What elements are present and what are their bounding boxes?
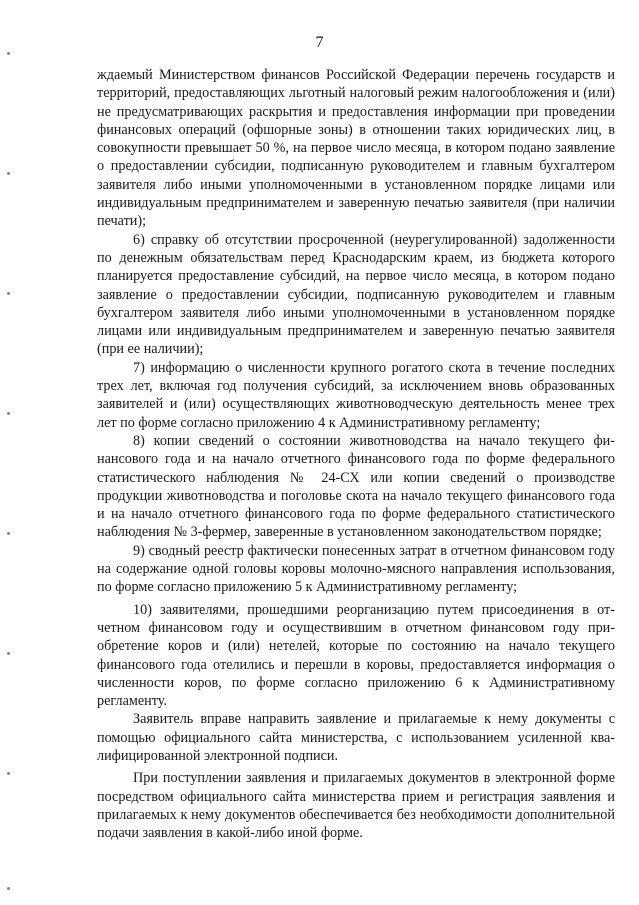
paragraph-continuation: ждаемый Министерством финансов Российской Федерации перечень государств и территорий, предоставляющих льготный налоговый режим налогообложения и (или) не предусматривающих раскрытия и предоставления информации при проведении финансовых операций (офшорные зоны) в отношении таких юридических лиц, в совокупности превышает 50 %, на первое число месяца, в котором подано заявление о предоставлении субсидии, подписанную руководителем и главным бухгалтером заявителя либо иными уполномоченными в установленном порядке лицами или индивидуальным предпринимателем и заверенную печатью заявителя (при наличии печати); — [97, 67, 615, 230]
paragraph-item-8: 8) копии сведений о состоянии животноводства на начало текущего финансового года и на начало отчетного финансового года по форме федерального статистического наблюдения № 24-СХ или копии сведений о производстве продукции животноводства и поголовье скота на начало текущего финансового года и на начало отчетного финансового года по форме федерального статистического наблюдения № 3-фермер, заверенные в установленном законодательством порядке; — [97, 432, 615, 541]
scan-edge-mark — [7, 652, 10, 655]
scan-edge-mark — [7, 172, 10, 175]
scan-edge-mark — [7, 772, 10, 775]
paragraph-item-9: 9) сводный реестр фактически понесенных затрат в отчетном финансовом году на содержание одной головы коровы молочно-мясного направления использования, по форме согласно приложению 5 к Административному регламенту; — [97, 542, 615, 596]
paragraph-electronic-receipt: При поступлении заявления и прилагаемых документов в электронной форме посредством официального сайта министерства прием и регистрация заявления и прилагаемых к нему документов обеспечивается без необходимости дополнительной подачи заявления в какой-либо иной форме. — [97, 770, 615, 842]
scan-edge-mark — [7, 52, 10, 55]
scan-edge-mark — [7, 292, 10, 295]
scan-edge-mark — [7, 532, 10, 535]
paragraph-item-7: 7) информацию о численности крупного рогатого скота в течение последних трех лет, включая год получения субсидий, за исключением вновь образованных заявителей и (или) осуществляющих животноводческую деятельность менее трех лет по форме согласно приложению 4 к Административному регламенту; — [97, 359, 615, 431]
scan-edge-mark — [7, 887, 10, 890]
scan-edge-mark — [7, 412, 10, 415]
paragraph-electronic-submission: Заявитель вправе направить заявление и прилагаемые к нему документы с помощью официального сайта министерства, с использованием усиленной квалифицированной электронной подписи. — [97, 711, 615, 764]
paragraph-item-6: 6) справку об отсутствии просроченной (неурегулированной) задолженности по денежным обязательствам перед Краснодарским краем, из бюджета которого планируется предоставление субсидий, на первое число месяца, в котором подано заявление о предоставлении субсидии, подписанную руководителем и главным бухгалтером заявителя либо иными уполномоченными в установленном порядке лицами или индивидуальным предпринимателем и заверенную печатью заявителя (при ее наличии); — [97, 231, 615, 358]
document-body — [97, 66, 615, 842]
paragraph-item-10: 10) заявителями, прошедшими реорганизацию путем присоединения в отчетном финансовом году и осуществившим в отчетном финансовом году приобретение коров и (или) нетелей, которые по состоянию на начало текущего финансового года отелились и перешли в коровы, предоставляется информация о численности коров, по форме согласно приложению 6 к Административному регламенту. — [97, 601, 615, 710]
page-number: 7 — [315, 34, 324, 51]
